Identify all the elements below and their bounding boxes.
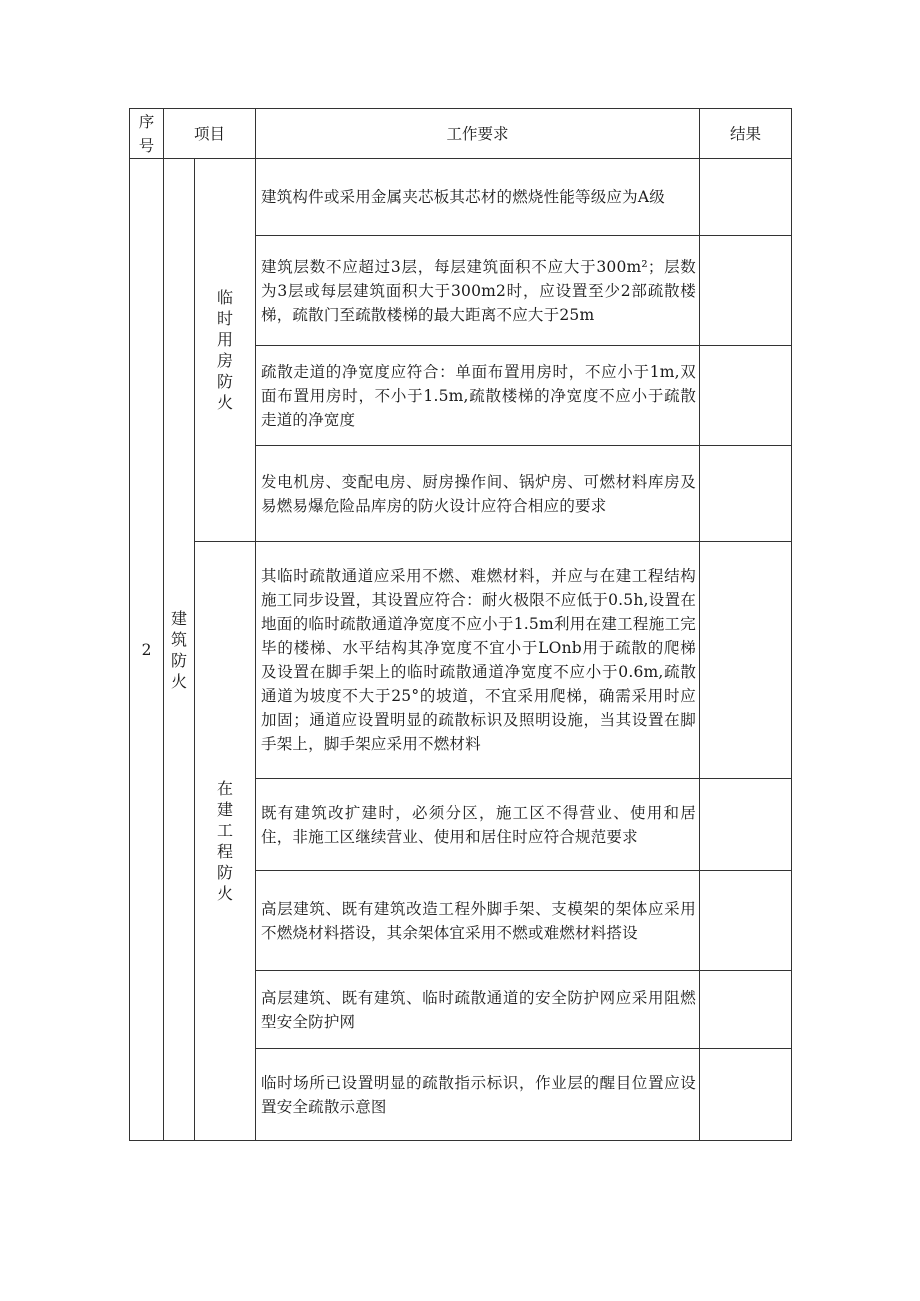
requirement-text: 高层建筑、既有建筑、临时疏散通道的安全防护网应采用阻燃型安全防护网 (256, 971, 700, 1049)
requirement-text: 高层建筑、既有建筑改造工程外脚手架、支模架的架体应采用不燃烧材料搭设，其余架体宜采用不燃或难燃材料搭设 (256, 871, 700, 971)
requirement-text: 建筑构件或采用金属夹芯板其芯材的燃烧性能等级应为A级 (256, 159, 700, 236)
header-seq: 序 号 (130, 109, 164, 159)
requirement-text: 建筑层数不应超过3层，每层建筑面积不应大于300m²；层数为3层或每层建筑面积大于300m2时，应设置至少2部疏散楼梯，疏散门至疏散楼梯的最大距离不应大于25m (256, 236, 700, 346)
requirement-text: 临时场所已设置明显的疏散指示标识，作业层的醒目位置应设置安全疏散示意图 (256, 1049, 700, 1141)
header-item: 项目 (164, 109, 256, 159)
requirement-text: 疏散走道的净宽度应符合：单面布置用房时，不应小于1m,双面布置用房时，不小于1.5m,疏散楼梯的净宽度不应小于疏散走道的净宽度 (256, 346, 700, 446)
section-number: 2 (130, 159, 164, 1141)
requirement-text: 发电机房、变配电房、厨房操作间、锅炉房、可燃材料库房及易燃易爆危险品库房的防火设计应符合相应的要求 (256, 446, 700, 542)
result-cell[interactable] (700, 871, 792, 971)
header-result: 结果 (700, 109, 792, 159)
requirement-text: 其临时疏散通道应采用不燃、难燃材料，并应与在建工程结构施工同步设置，其设置应符合：耐火极限不应低于0.5h,设置在地面的临时疏散通道净宽度不应小于1.5m利用在建工程施工完毕的楼梯、水平结构其净宽度不宜小于LOnb用于疏散的爬梯及设置在脚手架上的临时疏散通道净宽度不应小于0.6m,疏散通道为坡度不大于25°的坡道，不宜采用爬梯，确需采用时应加固；通道应设置明显的疏散标识及照明设施，当其设置在脚手架上，脚手架应采用不燃材料 (256, 542, 700, 779)
result-cell[interactable] (700, 779, 792, 871)
result-cell[interactable] (700, 236, 792, 346)
result-cell[interactable] (700, 346, 792, 446)
table-row (130, 159, 792, 236)
result-cell[interactable] (700, 1049, 792, 1141)
result-cell[interactable] (700, 446, 792, 542)
result-cell[interactable] (700, 971, 792, 1049)
requirement-text: 既有建筑改扩建时，必须分区，施工区不得营业、使用和居住，非施工区继续营业、使用和居住时应符合规范要求 (256, 779, 700, 871)
table-row (130, 542, 792, 779)
header-requirement: 工作要求 (256, 109, 700, 159)
result-cell[interactable] (700, 542, 792, 779)
section-category: 建 筑 防 火 (164, 159, 195, 1141)
group-name-construction-project: 在 建 工 程 防 火 (195, 542, 256, 1141)
table-header-row (130, 109, 792, 159)
result-cell[interactable] (700, 159, 792, 236)
fire-inspection-table (129, 108, 792, 1141)
group-name-temporary-housing: 临 时 用 房 防 火 (195, 159, 256, 542)
